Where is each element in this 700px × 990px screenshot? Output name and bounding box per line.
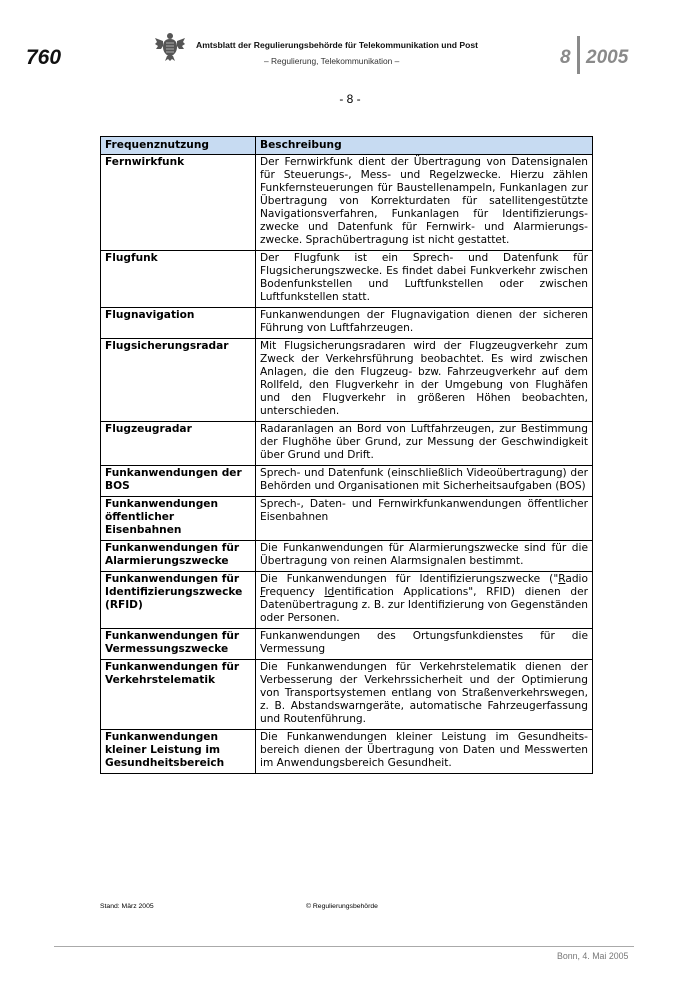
row-term: Funkanwendungen kleiner Leistung im Gesundheitsbereich <box>101 730 256 774</box>
table-row <box>101 308 593 339</box>
document-page-number: - 8 - <box>339 92 361 106</box>
acronym-letter-r: R <box>558 573 566 585</box>
table-row <box>101 730 593 774</box>
column-header-description: Beschreibung <box>256 137 593 155</box>
acronym-letters-id: Id <box>324 586 335 598</box>
table-row <box>101 251 593 308</box>
desc-text: Die Funkanwendungen für Identifizierungszwecke (" <box>260 573 559 585</box>
table-row <box>101 155 593 251</box>
row-term: Funkanwendungen für Identifizierungszwecke (RFID) <box>101 572 256 629</box>
gazette-subtitle: – Regulierung, Telekommunikation – <box>264 56 400 66</box>
issue-year: 2005 <box>586 47 629 68</box>
footer-copyright: © Regulierungsbehörde <box>306 903 378 910</box>
desc-text: adio <box>565 573 588 585</box>
row-term: Funkanwendungen öffentlicher Eisenbahnen <box>101 497 256 541</box>
page-number: 760 <box>26 46 62 69</box>
row-term: Funkanwendungen für Vermessungszwecke <box>101 629 256 660</box>
table-row <box>101 497 593 541</box>
row-description <box>256 572 593 629</box>
row-description: Sprech-, Daten- und Fernwirkfunkanwendungen öffentlicher Eisenbahnen <box>256 497 593 541</box>
frequency-usage-table <box>100 136 593 774</box>
table-row <box>101 660 593 730</box>
row-description: Sprech- und Datenfunk (einschließlich Videoübertragung) der Behörden und Organisationen mit Sicherheitsaufgaben (BOS) <box>256 466 593 497</box>
table-row <box>101 422 593 466</box>
row-description: Der Fernwirkfunk dient der Übertragung von Datensignalen für Steuerungs-, Mess- und Regelzwecke. Hierzu zählen Funkfernsteuerungen für Baustellenampeln, Funkanlagen zur Übertragung von Korrekturdaten für satellitengestützte Navigationsverfahren, Funkanlagen für Identifizierungs-zwecke und Datenfunk für Fernwirk- und Alarmierungs-zwecke. Sprachübertragung ist nicht gestattet. <box>256 155 593 251</box>
acronym-letter-f: F <box>260 586 266 598</box>
issue-number: 8 <box>560 47 571 68</box>
desc-text: entification Applications", RFID) dienen der Datenübertragung z. B. zur Identifizierung von Gegenständen oder Personen. <box>260 586 588 624</box>
row-term: Flugfunk <box>101 251 256 308</box>
row-term: Funkanwendungen der BOS <box>101 466 256 497</box>
federal-eagle-icon <box>154 30 186 62</box>
column-header-term: Frequenznutzung <box>101 137 256 155</box>
table-row <box>101 572 593 629</box>
table-row <box>101 339 593 422</box>
row-term: Flugnavigation <box>101 308 256 339</box>
row-description: Die Funkanwendungen für Verkehrstelematik dienen der Verbesserung der Verkehrssicherheit und der Optimierung von Transportsystemen entlang von Straßenverkehrswegen, z. B. Abstandswarngeräte, automatische Fahrzeugerfassung und Routenführung. <box>256 660 593 730</box>
row-description: Funkanwendungen der Flugnavigation dienen der sicheren Führung von Luftfahrzeugen. <box>256 308 593 339</box>
row-term: Flugsicherungsradar <box>101 339 256 422</box>
row-term: Funkanwendungen für Verkehrstelematik <box>101 660 256 730</box>
row-term: Flugzeugradar <box>101 422 256 466</box>
row-description: Mit Flugsicherungsradaren wird der Flugzeugverkehr zum Zweck der Verkehrsführung beobachtet. Es wird zwischen Anlagen, die den Flugzeug- bzw. Fahrzeugverkehr auf dem Rollfeld, den Flugverkehr in der Umgebung von Flughäfen und den Flugverkehr in größeren Höhen beobachten, unterschieden. <box>256 339 593 422</box>
row-description: Der Flugfunk ist ein Sprech- und Datenfunk für Flugsicherungszwecke. Es findet dabei Funkverkehr zwischen Bodenfunkstellen und Luftfunkstellen oder zwischen Luftfunkstellen statt. <box>256 251 593 308</box>
row-description: Funkanwendungen des Ortungsfunkdienstes für die Vermessung <box>256 629 593 660</box>
row-term: Funkanwendungen für Alarmierungszwecke <box>101 541 256 572</box>
row-description: Radaranlagen an Bord von Luftfahrzeugen, zur Bestimmung der Flughöhe über Grund, zur Messung der Geschwindigkeit über Grund und Drift. <box>256 422 593 466</box>
table-row <box>101 541 593 572</box>
table-row <box>101 629 593 660</box>
row-description: Die Funkanwendungen für Alarmierungszwecke sind für die Übertragung von reinen Alarmsignalen bestimmt. <box>256 541 593 572</box>
footer-divider <box>54 946 634 947</box>
table-header-row <box>101 137 593 155</box>
row-description: Die Funkanwendungen kleiner Leistung im Gesundheits-bereich dienen der Übertragung von Daten und Messwerten im Anwendungsbereich Gesundheit. <box>256 730 593 774</box>
issue-separator <box>577 36 580 74</box>
table-row <box>101 466 593 497</box>
footer-date: Stand: März 2005 <box>100 903 154 910</box>
desc-text: requency <box>265 586 325 598</box>
footer-place-date: Bonn, 4. Mai 2005 <box>557 951 629 961</box>
gazette-title: Amtsblatt der Regulierungsbehörde für Telekommunikation und Post <box>196 40 479 50</box>
row-term: Fernwirkfunk <box>101 155 256 251</box>
